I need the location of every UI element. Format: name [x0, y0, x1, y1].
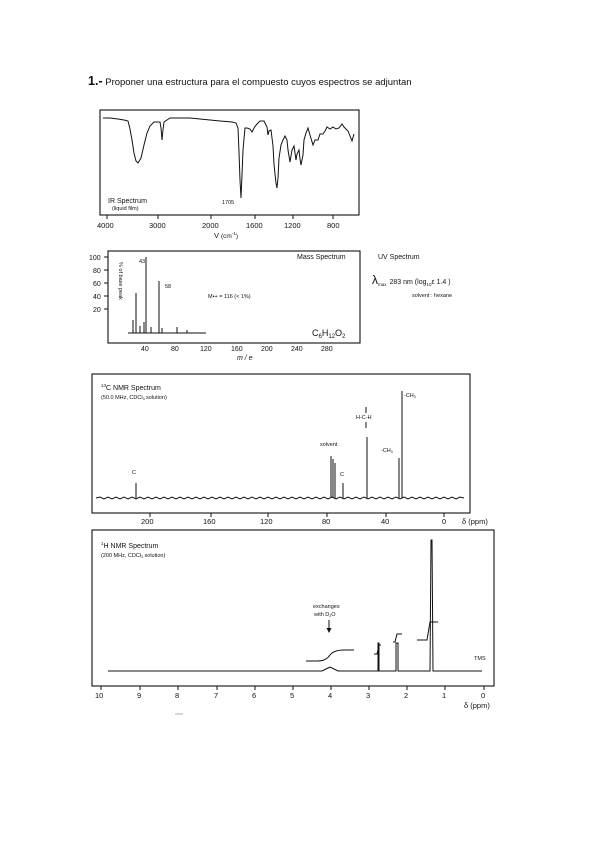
c13-tick-label: 120 [260, 517, 273, 526]
c13-x-axis-label: δ (ppm) [462, 517, 488, 526]
problem-text: Proponer una estructura para el compuesto cuyos espectros se adjuntan [105, 77, 412, 88]
c13-label-c: C [340, 472, 344, 478]
ir-tick-label: 4000 [97, 221, 114, 230]
mass-x-axis [141, 346, 333, 362]
uv-lambda-line: $\lambda_{max}$ 283 nm ($\log_{10}\varepsilon$ 1.4 ) [372, 273, 451, 287]
h1-tick-label: 4 [328, 691, 333, 700]
c13-nmr-spectrum [92, 374, 488, 526]
c13-x-axis [141, 513, 488, 526]
ir-peak-label: 1705 [222, 200, 235, 206]
mass-x-axis-label: m / e [237, 355, 253, 362]
c13-label-ch3-a: -CH3 [381, 448, 393, 454]
c13-label-ch2: H-C-H [356, 415, 372, 421]
ir-x-axis [97, 215, 340, 240]
mass-ytick-label: 60 [93, 281, 101, 288]
c13-tick-label: 160 [203, 517, 216, 526]
ir-subtitle: (liquid film) [112, 206, 139, 212]
ir-tick-label: 800 [327, 221, 340, 230]
problem-number: 1.- [88, 74, 103, 88]
h1-integral-1-2 [417, 622, 438, 640]
uv-solvent: solvent : hexane [412, 293, 453, 299]
c13-tick-label: 200 [141, 517, 154, 526]
h1-title: $^1$H NMR Spectrum [101, 541, 159, 550]
mass-spectrum [89, 251, 360, 362]
ir-tick-label: 1600 [246, 221, 263, 230]
h1-exchange-arrow-head [327, 628, 332, 633]
mass-ytick-label: 20 [93, 307, 101, 314]
h1-integral-broad [306, 650, 354, 661]
c13-title: $^{13}$C NMR Spectrum [101, 383, 161, 392]
h1-tick-label: 5 [290, 691, 295, 700]
ir-trace [103, 118, 354, 198]
c13-label-solvent: solvent [320, 442, 338, 448]
ir-tick-label: 1200 [284, 221, 301, 230]
h1-exchanges-label: exchanges [313, 604, 340, 610]
h1-spectrum-trace [108, 540, 482, 671]
mass-peak-label-58: 58 [165, 284, 172, 290]
mass-peak-label-43: 43 [139, 259, 146, 265]
h1-tick-label: 7 [214, 691, 219, 700]
h1-tick-label: 8 [175, 691, 180, 700]
c13-tick-label: 0 [442, 517, 447, 526]
mass-ytick-label: 80 [93, 268, 101, 275]
c13-label-ch3-b: -CH3 [404, 393, 416, 399]
h1-tick-label: 2 [404, 691, 409, 700]
h1-tick-label: 0 [481, 691, 486, 700]
mass-xtick-label: 240 [291, 346, 303, 353]
h1-tick-label: 10 [95, 691, 104, 700]
h1-d2o-label: with D2O [314, 612, 336, 618]
mass-ytick-label: 40 [93, 294, 101, 301]
h1-tick-label: 3 [366, 691, 371, 700]
mass-xtick-label: 160 [231, 346, 243, 353]
mass-molecular-ion: M•+ = 116 (< 1%) [208, 294, 251, 300]
c13-tick-label: 80 [322, 517, 331, 526]
h1-integral-2-2 [393, 634, 402, 642]
uv-spectrum [372, 254, 452, 299]
mass-xtick-label: 120 [200, 346, 212, 353]
ir-spectrum [97, 110, 359, 240]
mass-y-axis-label: % of base peak [117, 262, 123, 300]
mass-y-axis [89, 255, 123, 314]
h1-tick-label: 6 [252, 691, 257, 700]
ir-tick-label: 2000 [202, 221, 219, 230]
c13-label-carbonyl: C [132, 470, 136, 476]
mass-title: Mass Spectrum [297, 254, 346, 261]
ir-x-axis-label: V $(cm^{-1})$ [214, 231, 239, 240]
mass-xtick-label: 280 [321, 346, 333, 353]
mass-xtick-label: 40 [141, 346, 149, 353]
h1-tick-label: 1 [442, 691, 447, 700]
h1-x-axis-label: δ (ppm) [464, 701, 490, 710]
mass-xtick-label: 200 [261, 346, 273, 353]
h1-nmr-spectrum [92, 530, 494, 710]
c13-tick-label: 40 [381, 517, 390, 526]
c13-baseline-noise [96, 497, 464, 499]
h1-tick-label: 9 [137, 691, 142, 700]
uv-title: UV Spectrum [378, 254, 420, 261]
mass-peaks [128, 257, 206, 333]
ir-tick-label: 3000 [149, 221, 166, 230]
c13-subtitle: (50.0 MHz, CDCl3 solution) [101, 395, 167, 401]
h1-x-axis [95, 686, 490, 710]
mass-xtick-label: 80 [171, 346, 179, 353]
mass-ytick-label: 100 [89, 255, 101, 262]
ir-title: IR Spectrum [108, 198, 147, 205]
h1-tms-label: TMS [474, 656, 486, 662]
mass-formula: $C_6H_{12}O_2$ [312, 328, 346, 340]
h1-subtitle: (200 MHz, CDCl3 solution) [101, 553, 166, 559]
